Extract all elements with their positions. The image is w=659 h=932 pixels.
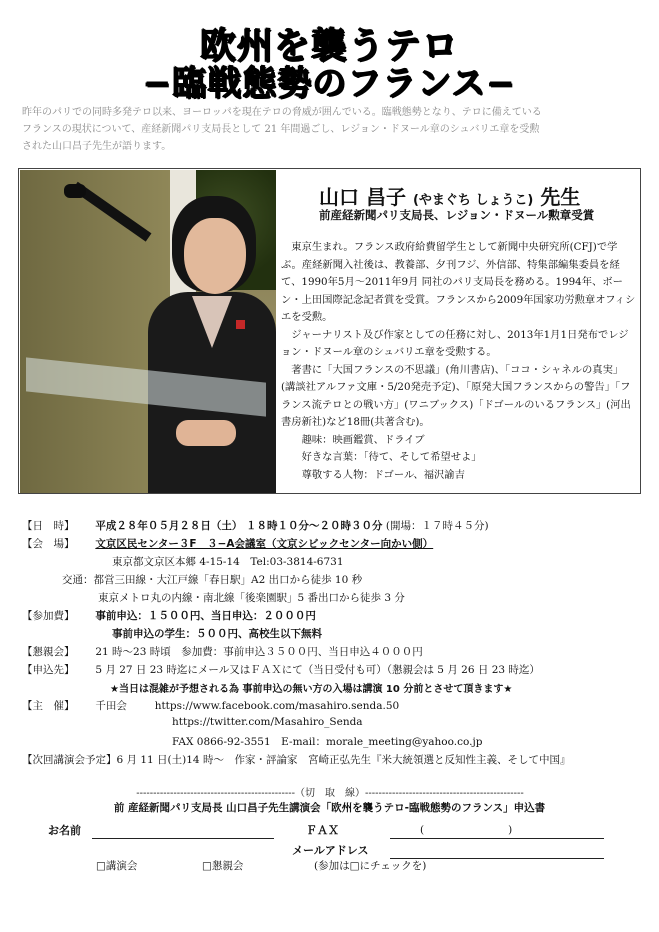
- fee-line-1: 事前申込：１５００円、当日申込：２０００円: [95, 610, 316, 622]
- speaker-honorific: 先生: [540, 185, 581, 209]
- venue-address: 東京都文京区本郷 4-15-14 Tel:03-3814-6731: [112, 556, 344, 568]
- option-party-checkbox[interactable]: □懇親会: [202, 860, 244, 872]
- apply-label: 【申込先】: [22, 664, 75, 676]
- host-twitter[interactable]: https://twitter.com/Masahiro_Senda: [172, 716, 363, 728]
- speaker-profile-box: [18, 168, 641, 494]
- intro-line: 昨年のパリでの同時多発テロ以来、ヨーロッパを現在テロの脅威が囲んでいる。臨戦態勢となり、テロに備えている: [22, 107, 542, 118]
- date-value: 平成２８年０５月２８日（土） １８時１０分～２０時３０分: [95, 520, 383, 532]
- host-name: 千田会: [95, 700, 127, 712]
- venue-value: 文京区民センター３F ３−A会議室（文京シビックセンター向かい側）: [95, 538, 434, 550]
- bio-paragraph: 著書に「大国フランスの不思議」(角川書店)、「ココ・シャネルの真実」(講談社アルファ文庫・5/20発売予定)、「原発大国フランスからの警告」「フランス流テロとの戦い方」(ワニブックス)「ドゴールのいるフランス」(河出書房新社)など18冊(共著含む)。: [281, 363, 631, 428]
- speaker-reading: (やまぐち しょうこ): [412, 193, 534, 208]
- fee-label: 【参加費】: [22, 610, 75, 622]
- fax-field[interactable]: [390, 838, 604, 839]
- bio-paragraph: ジャーナリスト及び作家としての任務に対し、2013年1月1日発布でレジョン・ドヌール章のシュバリエ章を受勲する。: [281, 328, 629, 358]
- bio-respected: 尊敬する人物：ドゴール、福沢諭吉: [301, 468, 465, 481]
- apply-value: 5 月 27 日 23 時迄にメール又はＦＡＸにて（当日受付も可）（懇親会は 5 月 26 日 23 時迄）: [95, 664, 540, 676]
- fax-paren: ( ): [420, 824, 513, 836]
- party-value: 21 時～23 時頃 参加費：事前申込３５００円、当日申込４０００円: [95, 646, 423, 658]
- cut-line: -----------------------------------------------（切 取 線）-----------------------------------------------: [136, 788, 524, 799]
- intro-line: された山口昌子先生が語ります。: [22, 141, 172, 152]
- fee-line-2: 事前申込の学生：５００円、高校生以下無料: [112, 628, 322, 640]
- speaker-name: 山口 昌子 (やまぐち しょうこ) 先生: [319, 185, 581, 209]
- main-title-line1: 欧州を襲うテロ: [199, 26, 459, 67]
- email-label: メールアドレス: [292, 844, 369, 857]
- fax-label: ＦＡＸ: [306, 824, 339, 837]
- notice: ★当日は混雑が予想される為 事前申込の無い方の入場は講演 10 分前とさせて頂きます★: [110, 684, 513, 695]
- intro-text: [22, 104, 642, 155]
- speaker-title: 前産経新聞パリ支局長、レジョン・ドヌール勲章受賞: [319, 208, 595, 222]
- option-lecture-checkbox[interactable]: □講演会: [96, 860, 138, 872]
- venue-label: 【会 場】: [22, 538, 75, 550]
- access-line-1: 交通：都営三田線・大江戸線「春日駅」A2 出口から徒歩 10 秒: [62, 574, 363, 586]
- date-label: 【日 時】: [22, 520, 75, 532]
- name-field[interactable]: [92, 838, 274, 839]
- access-line-2: 東京メトロ丸の内線・南北線「後楽園駅」5 番出口から徒歩 3 分: [98, 592, 405, 604]
- main-title-line2: −臨戦態勢のフランス−: [143, 64, 516, 104]
- next-event: 【次回講演会予定】6 月 11 日(土)14 時～ 作家・評論家 宮崎正弘先生『米大統領選と反知性主義、そして中国』: [22, 754, 571, 766]
- speaker-bio: [281, 239, 637, 484]
- bio-hobby: 趣味：映画鑑賞、ドライブ: [301, 433, 425, 446]
- application-form-title: 前 産経新聞パリ支局長 山口昌子先生講演会「欧州を襲うテロ-臨戦態勢のフランス」申込書: [113, 802, 546, 814]
- option-note: (参加は□にチェックを): [314, 860, 427, 872]
- host-label: 【主 催】: [22, 700, 75, 712]
- bio-favorite-words: 好きな言葉：「待て、そして希望せよ」: [301, 451, 482, 463]
- host-contact: FAX 0866-92-3551 E-mail：morale_meeting@yahoo.co.jp: [172, 736, 483, 748]
- intro-line: フランスの現状について、産経新聞パリ支局長として 21 年間過ごし、レジョン・ドヌール章のシュバリエ章を受勲: [22, 124, 540, 135]
- name-label: お名前: [48, 824, 81, 837]
- date-note: (開場：１７時４５分): [385, 520, 489, 532]
- party-label: 【懇親会】: [22, 646, 75, 658]
- speaker-photo: [20, 170, 276, 493]
- bio-paragraph: 東京生まれ。フランス政府給費留学生として新聞中央研究所(CFJ)で学ぶ。産経新聞入社後は、教養部、夕刊フジ、外信部、特集部編集委員を経て、1990年5月～2011年9月 同社のパリ支局長を務める。1994年、ボーン・上田国際記念記者賞を受賞。フランスから2009年国家功労勲章オフィシエを受勲。: [281, 241, 636, 323]
- host-facebook[interactable]: https://www.facebook.com/masahiro.senda.50: [154, 700, 400, 712]
